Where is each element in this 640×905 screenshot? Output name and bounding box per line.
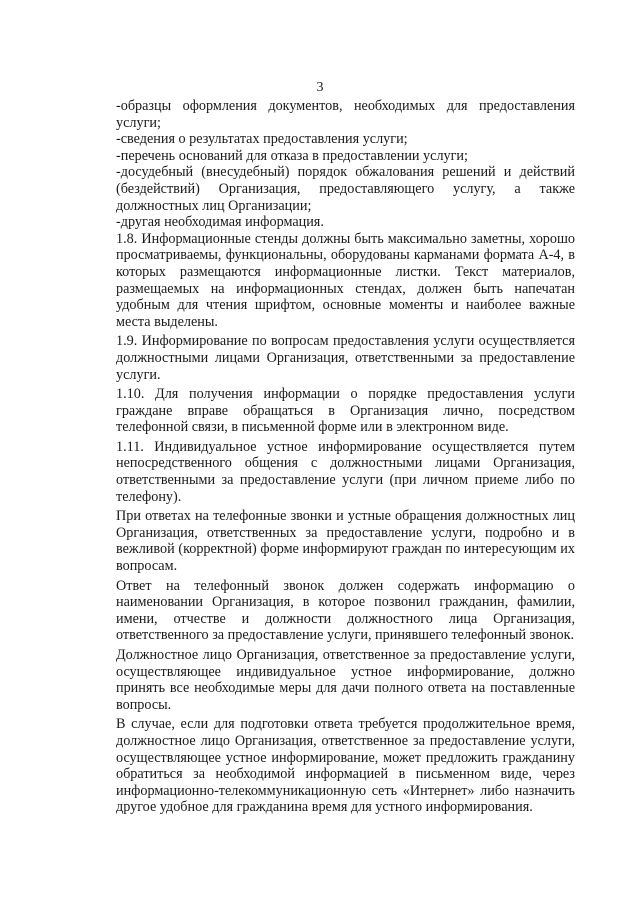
paragraph-10: [116, 508, 575, 574]
paragraph-6-text: 1.8. Информационные стенды должны быть максимально заметны, хорошо просматриваемы, функциональны, оборудованы карманами формата А-4, в которых размещаются информационные листки. Текст материалов, размещаемых на информационных стендах, должен быть напечатан удобным для чтения шрифтом, основные моменты и наиболее важные места выделены.: [116, 230, 575, 330]
paragraph-13-text: В случае, если для подготовки ответа требуется продолжительное время, должностное лицо Организация, ответственное за предоставление услуги, осуществляющее устное информирование, может предложить гражданину обратиться за необходимой информацией в письменном виде, через информационно-телекоммуникационную сеть «Интернет» либо назначить другое удобное для гражданина время для устного информирования.: [116, 716, 575, 816]
paragraph-10-text: При ответах на телефонные звонки и устные обращения должностных лиц Организация, ответственных за предоставление услуги, подробно и в вежливой (корректной) форме информируют граждан по интересующим их вопросам.: [116, 508, 575, 575]
paragraph-7: [116, 333, 575, 383]
paragraph-11-text: Ответ на телефонный звонок должен содержать информацию о наименовании Организация, в которое позвонил гражданин, фамилии, имени, отчестве и должности должностного лица Организация, ответственного за предоставление услуги, принявшего телефонный звонок.: [116, 577, 575, 644]
paragraph-11: [116, 578, 575, 644]
paragraph-12: [116, 647, 575, 713]
paragraph-9-text: 1.11. Индивидуальное устное информирование осуществляется путем непосредственного общения с должностными лицами Организация, ответственными за предоставление услуги (при личном приеме либо по телефону).: [116, 438, 575, 505]
paragraph-5: [116, 214, 575, 231]
paragraph-5-text: -другая необходимая информация.: [116, 214, 324, 231]
paragraph-2: [116, 131, 575, 148]
paragraph-9: [116, 439, 575, 505]
paragraph-8: [116, 386, 575, 436]
paragraph-3-text: -перечень оснований для отказа в предоставлении услуги;: [116, 147, 468, 164]
paragraph-1-text: -образцы оформления документов, необходимых для предоставления услуги;: [116, 98, 575, 131]
paragraph-8-text: 1.10. Для получения информации о порядке предоставления услуги граждане вправе обращаться в Организация лично, посредством телефонной связи, в письменной форме или в электронном виде.: [116, 386, 575, 436]
paragraph-2-text: -сведения о результатах предоставления услуги;: [116, 131, 408, 148]
paragraph-12-text: Должностное лицо Организация, ответственное за предоставление услуги, осуществляющее индивидуальное устное информирование, должно принять все необходимые меры для дачи полного ответа на поставленные вопросы.: [116, 647, 575, 713]
paragraph-6: [116, 231, 575, 331]
paragraph-1: [116, 98, 575, 131]
paragraph-13: [116, 716, 575, 816]
paragraph-4: [116, 164, 575, 214]
paragraph-3: [116, 148, 575, 165]
paragraph-4-text: -досудебный (внесудебный) порядок обжалования решений и действий (бездействий) Организация, предоставляющего услугу, а также должностных лиц Организации;: [116, 164, 575, 214]
document-body: [116, 98, 575, 816]
paragraph-7-text: 1.9. Информирование по вопросам предоставления услуги осуществляется должностными лицами Организация, ответственными за предоставление услуги.: [116, 333, 575, 383]
page-number: 3: [316, 80, 324, 95]
